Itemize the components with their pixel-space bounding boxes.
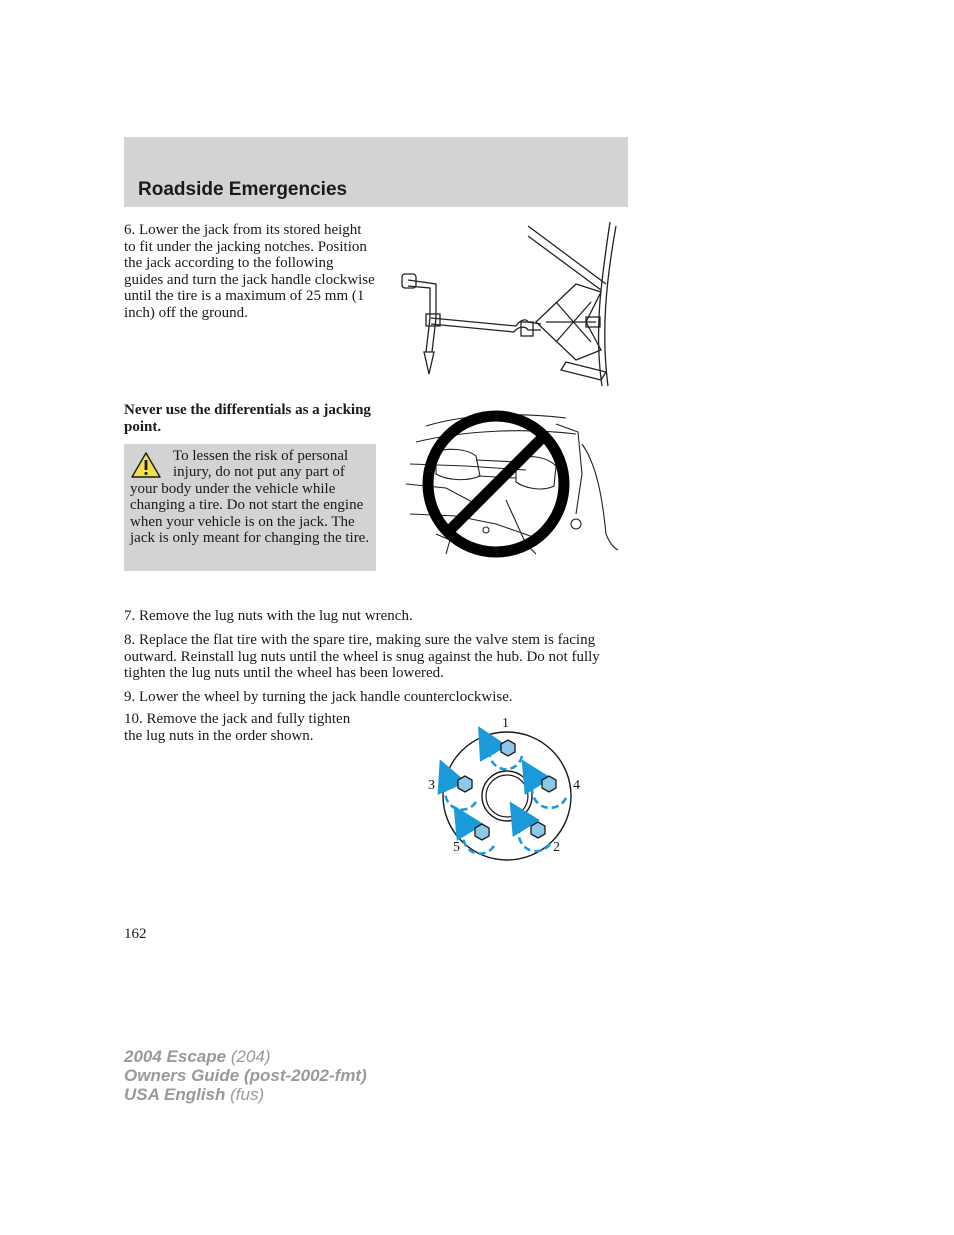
lug-label-1: 1 [502, 716, 509, 731]
step-9-text: 9. Lower the wheel by turning the jack handle counterclockwise. [124, 689, 513, 705]
no-differential-jacking-illustration [406, 404, 618, 564]
warning-box [124, 444, 376, 571]
step-8-text: 8. Replace the flat tire with the spare tire, making sure the valve stem is facing outward. Reinstall lug nuts until the wheel is snug against the hub. Do not fully tighten the lug nuts until the wheel has been lowered. [124, 632, 600, 682]
document-footer [124, 1047, 367, 1104]
warning-text: To lessen the risk of personal injury, do not put any part of your body under the vehicle while changing a tire. Do not start the engine when your vehicle is on the jack. The jack is only meant for changing the tire. [130, 448, 370, 547]
lug-label-3: 3 [428, 778, 435, 793]
lug-nut-4 [542, 776, 556, 792]
lug-nut-3 [458, 776, 472, 792]
footer-language-code: (fus) [230, 1085, 265, 1104]
lug-label-5: 5 [453, 840, 460, 855]
page-number: 162 [124, 926, 147, 942]
footer-model: 2004 Escape [124, 1047, 227, 1066]
section-title: Roadside Emergencies [138, 179, 348, 200]
jack-illustration [396, 222, 622, 387]
footer-guide: Owners Guide (post-2002-fmt) [124, 1066, 367, 1085]
section-header [124, 137, 628, 207]
step-10-text: 10. Remove the jack and fully tighten the lug nuts in the order shown. [124, 711, 351, 744]
lug-nut-2 [531, 822, 545, 838]
lug-label-2: 2 [553, 840, 560, 855]
lug-nut-order-diagram [420, 710, 590, 860]
footer-language: USA English [124, 1085, 226, 1104]
step-6-text: 6. Lower the jack from its stored height to fit under the jacking notches. Position the jack according to the following guides and turn the jack handle clockwise until the tire is a maximum of 25 mm (1 inch) off the ground. [124, 222, 375, 321]
differentials-note: Never use the differentials as a jacking point. [124, 402, 371, 435]
lug-label-4: 4 [573, 778, 580, 793]
footer-model-code: (204) [230, 1047, 271, 1066]
lug-nut-5 [475, 824, 489, 840]
lug-nut-1 [501, 740, 515, 756]
step-7-text: 7. Remove the lug nuts with the lug nut wrench. [124, 608, 413, 624]
